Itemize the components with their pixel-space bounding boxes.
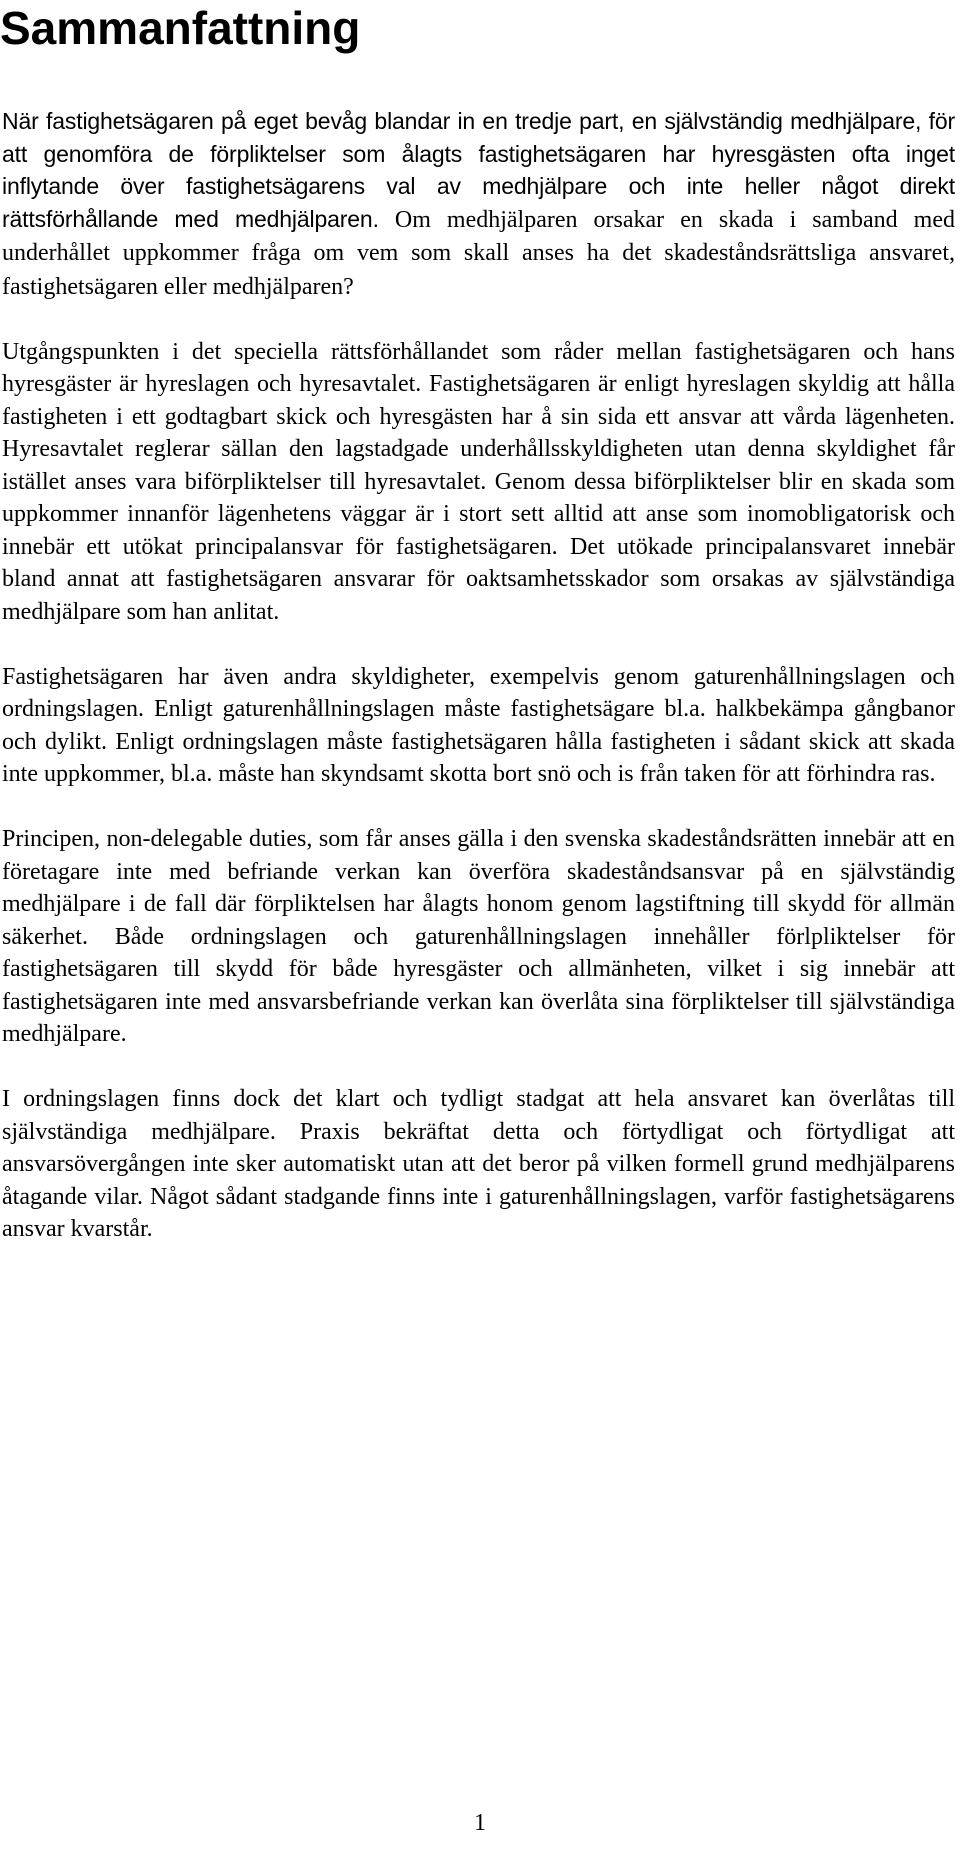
page-number: 1 [474,1810,486,1836]
paragraph-1-sentences: När fastighetsägaren på eget bevåg blandar in en tredje part, en självständig medhjälpare, för att genomföra de förpliktelser som ålagts fastighetsägaren har hyresgästen ofta inget inflytande över fastighetsägarens val av medhjälpare och inte heller något direkt rättsförhållande med medhjälparen. [2,108,955,232]
paragraph-3: Fastighetsägaren har även andra skyldigheter, exempelvis genom gaturenhållningslagen och ordningslagen. Enligt gaturenhållningslagen måste fastighetsägare bl.a. halkbekämpa gångbanor och dylikt. Enligt ordningslagen måste fastighetsägaren hålla fastigheten i sådant skick att skada inte uppkommer, bl.a. måste han skyndsamt skotta bort snö och is från taken för att förhindra ras. [2,663,955,787]
paragraph-5: I ordningslagen finns dock det klart och tydligt stadgat att hela ansvaret kan överlåtas till självständiga medhjälpare. Praxis bekräftat detta och förtydligat och förtydligat att ansvarsövergången inte sker automatiskt utan att det beror på vilken formell grund medhjälparens åtagande vilar. Något sådant stadgande finns inte i gaturenhållningslagen, varför fastighetsägarens ansvar kvarstår. [2,1086,955,1242]
document-body [2,105,955,1278]
paragraph-1-continuation: Om medhjälparen orsakar en skada i samband med underhållet uppkommer fråga om vem som skall anses ha det skadeståndsrättsliga ansvaret, fastighetsägaren eller medhjälparen? [2,206,955,300]
paragraph-4: Principen, non-delegable duties, som får anses gälla i den svenska skadeståndsrätten innebär att en företagare inte med befriande verkan kan överföra skadeståndsansvar på en självständig medhjälpare i de fall där förpliktelsen har ålagts honom genom lagstiftning till skydd för allmän säkerhet. Både ordningslagen och gaturenhållningslagen innehåller förlpliktelser för fastighetsägaren till skydd för både hyresgäster och allmänheten, vilket i sig innebär att fastighetsägaren inte med ansvarsbefriande verkan kan överlåta sina förpliktelser till självständiga medhjälpare. [2,826,955,1047]
page-title: Sammanfattning [0,2,361,54]
paragraph-1 [2,105,955,303]
paragraph-2: Utgångspunkten i det speciella rättsförhållandet som råder mellan fastighetsägaren och hans hyresgäster är hyreslagen och hyresavtalet. Fastighetsägaren är enligt hyreslagen skyldig att hålla fastigheten i ett godtagbart skick och hyresgästen har å sin sida ett ansvar att vårda lägenheten. Hyresavtalet reglerar sällan den lagstadgade underhållsskyldigheten utan denna skyldighet får istället anses vara biförpliktelser till hyresavtalet. Genom dessa biförpliktelser blir en skada som uppkommer innanför lägenhetens väggar är i stort sett alltid att anse som inomobligatorisk och innebär ett utökat principalansvar för fastighetsägaren. Det utökade principalansvaret innebär bland annat att fastighetsägaren ansvarar för oaktsamhetsskador som orsakas av självständiga medhjälpare som han anlitat. [2,338,955,625]
